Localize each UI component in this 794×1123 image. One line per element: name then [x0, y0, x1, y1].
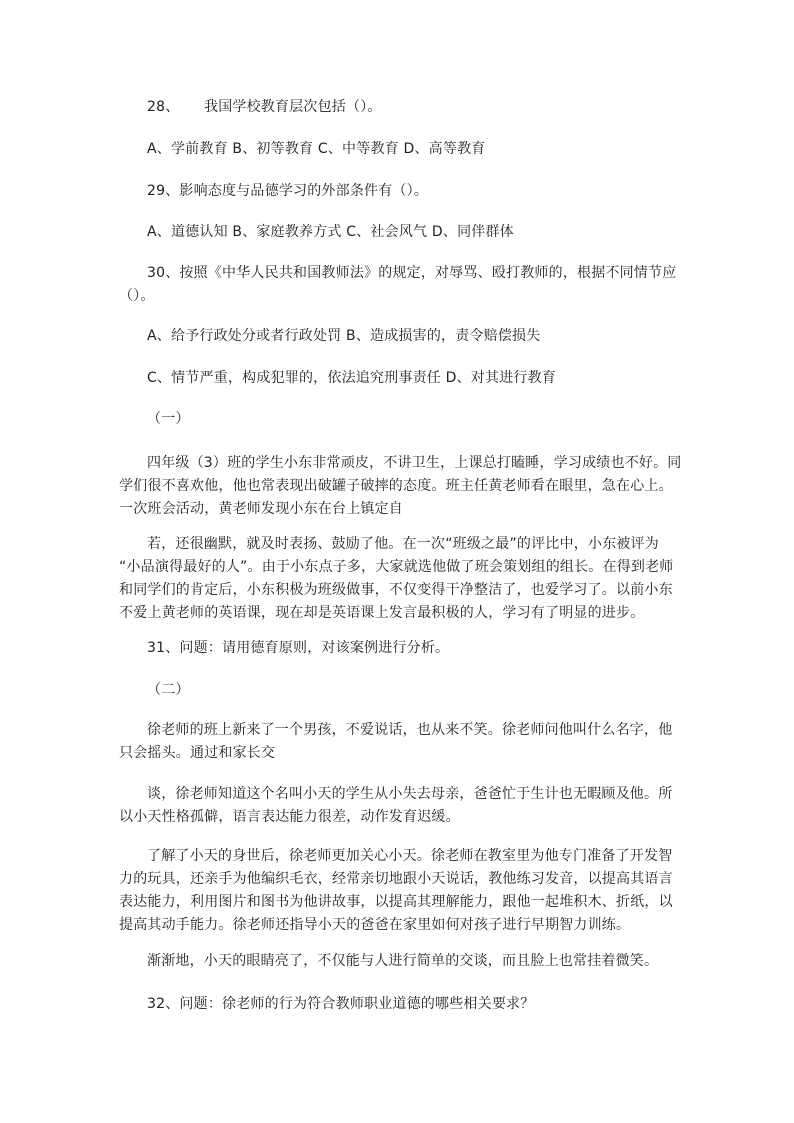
case-2-heading [147, 679, 667, 702]
question-28 [147, 96, 667, 119]
question-29-stem: 29、影响态度与品德学习的外部条件有（）。 [147, 183, 429, 199]
question-30-cont [119, 285, 639, 308]
question-30-options-line2: C、情节严重，构成犯罪的，依法追究刑事责任 D、对其进行教育 [147, 370, 557, 386]
question-29 [147, 180, 667, 203]
case-1-p2-line2: “小品演得最好的人”。由于小东点子多，大家就选他做了班会策划组的组长。在得到老师 [119, 559, 674, 575]
case-1-paragraph-2 [119, 533, 679, 625]
case-2-paragraph-2 [119, 783, 679, 829]
case-2-paragraph-1 [119, 719, 679, 765]
case-1-heading [147, 408, 667, 431]
case-1-p2-line1: 若，还很幽默，就及时表扬、鼓励了他。在一次“班级之最”的评比中，小东被评为 [147, 536, 659, 552]
question-29-options-text: A、道德认知 B、家庭教养方式 C、社会风气 D、同伴群体 [147, 224, 514, 240]
question-29-options [147, 221, 667, 244]
question-30-stem-line1: 30、按照《中华人民共和国教师法》的规定，对辱骂、殴打教师的，根据不同情节应 [147, 265, 677, 281]
question-28-number: 28、 [147, 99, 180, 115]
question-31-text: 31、问题：请用德育原则，对该案例进行分析。 [147, 640, 450, 656]
question-30-options-1 [147, 325, 667, 348]
case-2-p3-line2: 力的玩具，还亲手为他编织毛衣，经常亲切地跟小天说话，教他练习发音，以提高其语言 [119, 871, 673, 887]
question-32 [147, 993, 667, 1016]
case-2-paragraph-4 [147, 950, 667, 973]
case-1-paragraph-1 [119, 452, 682, 521]
question-28-stem [147, 96, 667, 119]
question-28-text: 我国学校教育层次包括（）。 [204, 99, 382, 115]
question-32-text: 32、问题：徐老师的行为符合教师职业道德的哪些相关要求？ [147, 996, 535, 1012]
case-2-p2-line1: 谈，徐老师知道这个名叫小天的学生从小失去母亲，爸爸忙于生计也无暇顾及他。所 [147, 786, 673, 802]
case-2-p1-line2: 只会摇头。通过和家长交 [119, 745, 276, 761]
question-30-stem-line2: （）。 [119, 288, 155, 304]
case-2-p2-line2: 以小天性格孤僻，语言表达能力很差，动作发育迟缓。 [119, 809, 460, 825]
question-30 [147, 262, 677, 285]
question-31 [147, 637, 667, 660]
case-1-p1-line2: 学们很不喜欢他，他也常表现出破罐子破摔的态度。班主任黄老师看在眼里，急在心上。 [119, 478, 673, 494]
case-2-p4-line1: 渐渐地，小天的眼睛亮了，不仅能与人进行简单的交谈，而且脸上也常挂着微笑。 [147, 953, 659, 969]
question-30-options-2 [147, 367, 667, 390]
case-2-paragraph-3 [119, 845, 679, 937]
case-2-p1-line1: 徐老师的班上新来了一个男孩，不爱说话，也从来不笑。徐老师问他叫什么名字，他 [147, 722, 673, 738]
question-30-options-line1: A、给予行政处分或者行政处罚 B、造成损害的，责令赔偿损失 [147, 328, 541, 344]
question-28-options [147, 138, 667, 161]
case-2-p3-line4: 提高其动手能力。徐老师还指导小天的爸爸在家里如何对孩子进行早期智力训练。 [119, 917, 631, 933]
case-1-p2-line3: 和同学们的肯定后，小东积极为班级做事，不仅变得干净整洁了，也爱学习了。以前小东 [119, 582, 673, 598]
case-1-heading-text: （一） [147, 411, 190, 427]
question-28-options-text: A、学前教育 B、初等教育 C、中等教育 D、高等教育 [147, 141, 486, 157]
case-1-p1-line3: 一次班会活动，黄老师发现小东在台上镇定自 [119, 501, 403, 517]
case-1-p2-line4: 不爱上黄老师的英语课，现在却是英语课上发言最积极的人，学习有了明显的进步。 [119, 605, 645, 621]
case-1-p1-line1: 四年级（3）班的学生小东非常顽皮，不讲卫生，上课总打瞌睡，学习成绩也不好。同 [147, 455, 682, 471]
case-2-p3-line3: 表达能力，利用图片和图书为他讲故事，以提高其理解能力，跟他一起堆积木、折纸，以 [119, 894, 673, 910]
case-2-p3-line1: 了解了小天的身世后，徐老师更加关心小天。徐老师在教室里为他专门准备了开发智 [147, 848, 673, 864]
case-2-heading-text: （二） [147, 682, 190, 698]
